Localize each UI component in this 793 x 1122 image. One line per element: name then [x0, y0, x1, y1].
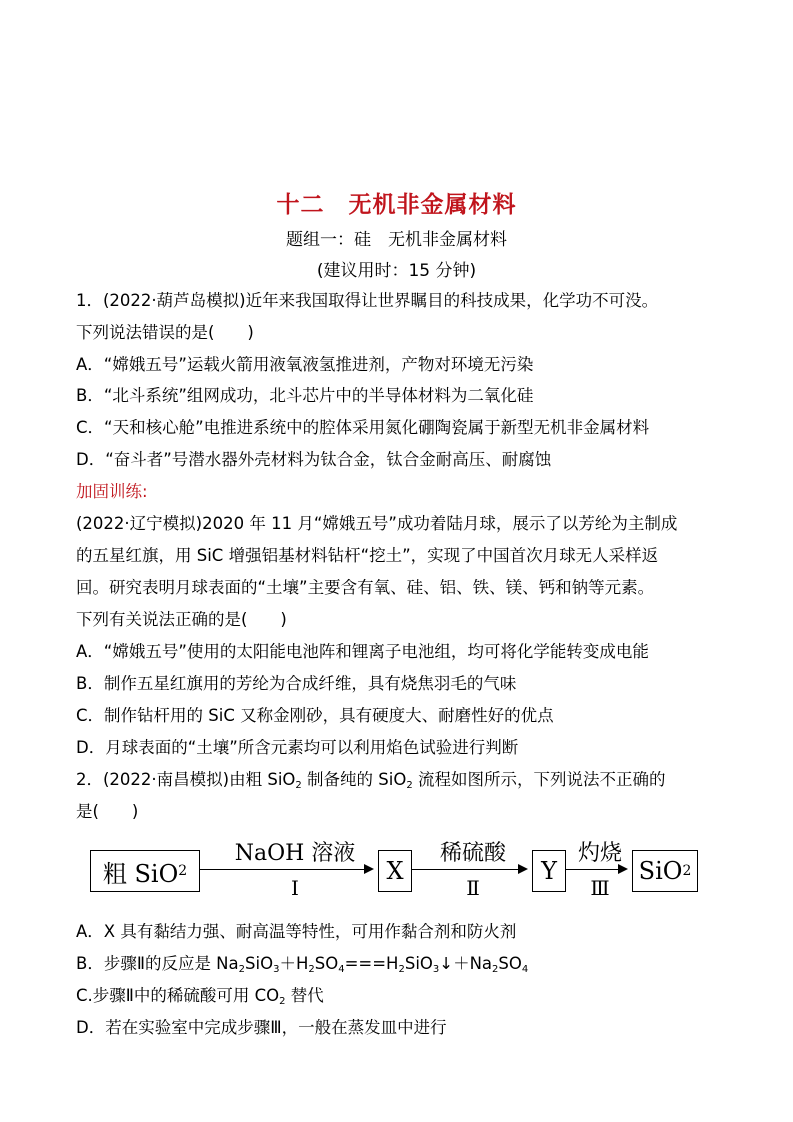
process-flow-diagram: [88, 836, 708, 900]
step2-arrow: [412, 869, 526, 870]
q1-option-c: C．“天和核心舱”电推进系统中的腔体采用氮化硼陶瓷属于新型无机非金属材料: [76, 418, 650, 437]
section-subtitle: 题组一：硅 无机非金属材料: [286, 230, 507, 250]
step3-reagent-label: 灼烧: [577, 841, 622, 866]
pure-sio2-box: SiO 2: [632, 850, 698, 892]
time-note: (建议用时：15 分钟): [316, 261, 477, 281]
practice-stem-line4: 下列有关说法正确的是( ): [76, 610, 287, 629]
q2-option-b: B．步骤Ⅱ的反应是 $Na_2SiO_3+H_2SO_4===H_2SiO_3↓+Na_2SO_4$: [76, 954, 529, 975]
practice-option-a: A．“嫦娥五号”使用的太阳能电池阵和锂离子电池组，均可将化学能转变成电能: [76, 642, 649, 661]
practice-stem-line1: (2022·辽宁模拟)2020 年 11 月“嫦娥五号”成功着陆月球，展示了以芳纶为主制成: [76, 514, 678, 533]
page-title: 十二 无机非金属材料: [276, 192, 517, 218]
q2-stem-line2: 是( ): [76, 802, 139, 821]
practice-option-d: D．月球表面的“土壤”所含元素均可以利用焰色试验进行判断: [76, 738, 519, 757]
q1-option-a: A．“嫦娥五号”运载火箭用液氧液氢推进剂，产物对环境无污染: [76, 355, 534, 374]
y-box: Y: [532, 850, 566, 892]
step1-arrow: [200, 869, 372, 870]
q1-option-b: B．“北斗系统”组网成功，北斗芯片中的半导体材料为二氧化硅: [76, 386, 534, 405]
q1-stem-line1: 1．(2022·葫芦岛模拟)近年来我国取得让世界瞩目的科技成果，化学功不可没。: [76, 291, 659, 310]
step2-reagent-label: 稀硫酸: [439, 841, 506, 866]
q2-option-c: C.步骤Ⅱ中的稀硫酸可用 $CO_2$ 替代: [76, 986, 324, 1007]
step3-number: Ⅲ: [590, 876, 610, 900]
practice-heading: 加固训练:: [76, 482, 148, 501]
practice-option-c: C．制作钻杆用的 SiC 又称金刚砂，具有硬度大、耐磨性好的优点: [76, 706, 554, 725]
practice-stem-line2: 的五星红旗，用 SiC 增强铝基材料钻杆“挖土”，实现了中国首次月球无人采样返: [76, 546, 659, 565]
q2-option-d: D．若在实验室中完成步骤Ⅲ，一般在蒸发皿中进行: [76, 1018, 447, 1037]
crude-sio2-box: 粗 SiO 2: [90, 850, 200, 892]
q2-option-a: A．X 具有黏结力强、耐高温等特性，可用作黏合剂和防火剂: [76, 922, 517, 941]
step2-number: Ⅱ: [466, 876, 480, 900]
step3-arrow: [566, 869, 626, 870]
step1-reagent-label: NaOH 溶液: [234, 841, 356, 866]
practice-stem-line3: 回。研究表明月球表面的“土壤”主要含有氧、硅、铝、铁、镁、钙和钠等元素。: [76, 578, 655, 597]
q1-stem-line2: 下列说法错误的是( ): [76, 323, 254, 342]
x-box: X: [378, 850, 412, 892]
practice-option-b: B．制作五星红旗用的芳纶为合成纤维，具有烧焦羽毛的气味: [76, 674, 517, 693]
step1-number: Ⅰ: [291, 876, 299, 900]
q2-stem-line1: 2．(2022·南昌模拟)由粗 SiO$_2$ 制备纯的 SiO$_2$ 流程如图所示，下列说法不正确的: [76, 770, 666, 791]
q1-option-d: D．“奋斗者”号潜水器外壳材料为钛合金，钛合金耐高压、耐腐蚀: [76, 450, 552, 469]
